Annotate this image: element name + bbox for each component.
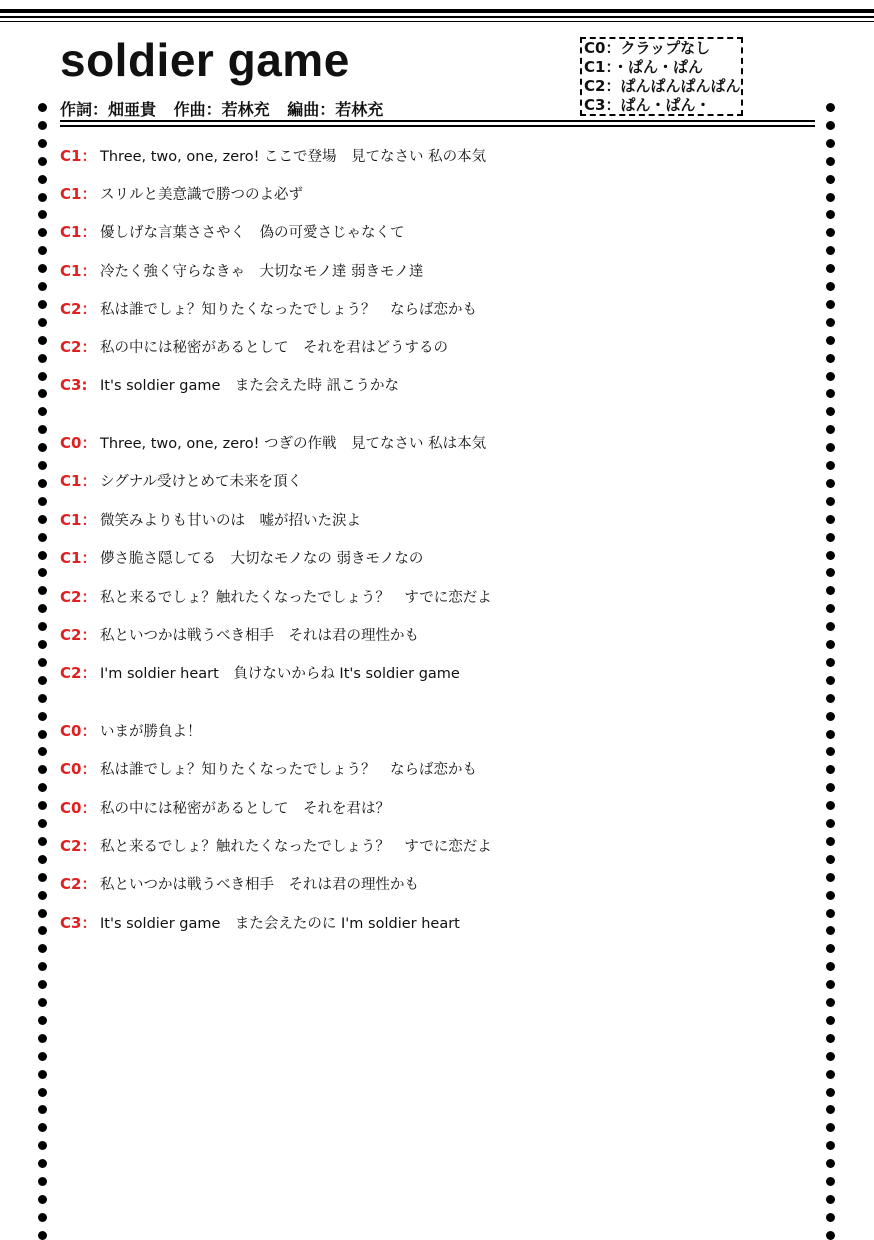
border-dot: [38, 551, 47, 560]
legend-row: C0：クラップなし: [584, 39, 711, 57]
border-dot: [826, 658, 835, 667]
clap-code-tag: C1：: [60, 262, 97, 280]
border-dot: [38, 515, 47, 524]
clap-code-tag: C1：: [60, 549, 97, 567]
border-dot: [38, 658, 47, 667]
clap-code-tag: C2：: [60, 664, 97, 682]
clap-code-tag: C1：: [60, 147, 97, 165]
lyric-line: [60, 624, 419, 646]
border-dot: [38, 1231, 47, 1240]
border-dot: [38, 855, 47, 864]
arranger-credit: 編曲：若林充: [287, 100, 384, 119]
border-dot: [38, 891, 47, 900]
border-dot: [826, 157, 835, 166]
border-dot: [38, 1105, 47, 1114]
lyric-line: [60, 547, 423, 569]
legend-code: C2: [584, 77, 606, 95]
header-rule-bottom: [60, 125, 815, 127]
border-dot: [826, 640, 835, 649]
border-dot: [38, 765, 47, 774]
lyric-text: 微笑みよりも甘いのは 嘘が招いた涙よ: [100, 513, 361, 529]
legend-label: ぱんぱんぱんぱん: [620, 77, 741, 95]
border-dot: [826, 980, 835, 989]
border-dot: [38, 998, 47, 1007]
border-dot: [826, 282, 835, 291]
border-dot: [826, 604, 835, 613]
lyric-line: [60, 432, 486, 454]
border-dot: [826, 622, 835, 631]
border-dot: [38, 694, 47, 703]
border-dot: [826, 139, 835, 148]
song-title: soldier game: [60, 34, 350, 86]
lyric-line: [60, 662, 460, 684]
legend-label: クラップなし: [620, 39, 711, 57]
lyric-line: [60, 145, 486, 167]
clap-code-tag: C0：: [60, 434, 97, 452]
border-dot: [38, 389, 47, 398]
header-rule-top: [60, 120, 815, 122]
border-dot: [38, 533, 47, 542]
lyric-text: Three, two, one, zero! つぎの作戦 見てなさい 私は本気: [100, 436, 487, 452]
border-dot: [38, 1034, 47, 1043]
border-dot: [826, 1088, 835, 1097]
border-dot: [826, 855, 835, 864]
border-dot: [38, 1141, 47, 1150]
border-dot: [38, 909, 47, 918]
clap-code-tag: C2：: [60, 837, 97, 855]
legend-label: ・ぱん・ぱん: [612, 58, 703, 76]
border-dot: [826, 407, 835, 416]
clap-code-tag: C2：: [60, 626, 97, 644]
clap-code-tag: C2：: [60, 300, 97, 318]
clap-code-tag: C0：: [60, 799, 97, 817]
border-dot: [38, 228, 47, 237]
lyric-line: [60, 374, 399, 396]
lyric-text: 私の中には秘密があるとして それを君はどうするの: [100, 340, 448, 356]
border-dot: [826, 1213, 835, 1222]
lyric-text: スリルと美意識で勝つのよ必ず: [100, 187, 303, 203]
border-dot: [38, 926, 47, 935]
border-dot: [38, 1159, 47, 1168]
lyric-text: 私と来るでしょ？触れたくなったでしょう？ すでに恋だよ: [100, 839, 492, 855]
border-dot: [826, 228, 835, 237]
border-dot: [826, 551, 835, 560]
lyric-line: [60, 221, 405, 243]
lyric-line: [60, 758, 477, 780]
lyric-line: [60, 470, 302, 492]
clap-code-tag: C1：: [60, 472, 97, 490]
clap-code-tag: C1：: [60, 185, 97, 203]
border-dot: [38, 980, 47, 989]
lyric-text: いまが勝負よ！: [100, 724, 202, 740]
border-dot: [826, 747, 835, 756]
border-dot: [38, 747, 47, 756]
border-dot: [38, 497, 47, 506]
lyric-text: 私の中には秘密があるとして それを君は？: [100, 801, 390, 817]
border-dot: [826, 318, 835, 327]
border-dot: [826, 783, 835, 792]
border-dot: [38, 246, 47, 255]
lyric-text: 私といつかは戦うべき相手 それは君の理性かも: [100, 628, 419, 644]
border-dot: [826, 1034, 835, 1043]
composer-credit: 作曲：若林充: [173, 100, 270, 119]
lyric-line: [60, 298, 477, 320]
border-dot: [826, 246, 835, 255]
border-dot: [826, 1105, 835, 1114]
lyric-line: [60, 835, 492, 857]
clap-legend-box: [580, 37, 743, 116]
border-dot: [38, 1213, 47, 1222]
border-dot: [38, 300, 47, 309]
border-dot: [826, 336, 835, 345]
lyric-line: [60, 873, 419, 895]
border-dot: [826, 264, 835, 273]
lyric-text: It's soldier game また会えた時 訊こうかな: [100, 378, 400, 394]
border-dot: [38, 1123, 47, 1132]
lyric-text: 私といつかは戦うべき相手 それは君の理性かも: [100, 877, 419, 893]
clap-code-tag: C0：: [60, 760, 97, 778]
lyric-line: [60, 260, 423, 282]
lyric-text: Three, two, one, zero! ここで登場 見てなさい 私の本気: [100, 149, 487, 165]
border-dot: [38, 783, 47, 792]
border-dot: [38, 622, 47, 631]
border-dot: [826, 891, 835, 900]
lyric-text: 私と来るでしょ？触れたくなったでしょう？ すでに恋だよ: [100, 590, 492, 606]
border-dot: [38, 1088, 47, 1097]
border-dot: [826, 515, 835, 524]
border-dot: [38, 354, 47, 363]
lyric-line: [60, 720, 202, 742]
border-dot: [38, 568, 47, 577]
border-dot: [38, 1016, 47, 1025]
border-dot: [826, 801, 835, 810]
clap-code-tag: C1：: [60, 511, 97, 529]
border-dot: [38, 407, 47, 416]
border-dot: [826, 676, 835, 685]
border-dot: [38, 586, 47, 595]
border-dot: [826, 1070, 835, 1079]
border-dot: [38, 336, 47, 345]
border-dot: [38, 730, 47, 739]
border-dot: [38, 962, 47, 971]
border-dot: [826, 909, 835, 918]
border-dot: [38, 210, 47, 219]
border-dot: [38, 372, 47, 381]
credits: [60, 97, 395, 120]
clap-code-tag: C2：: [60, 588, 97, 606]
border-dot: [826, 712, 835, 721]
clap-code-tag: C1：: [60, 223, 97, 241]
border-dot: [38, 1177, 47, 1186]
border-dot: [826, 926, 835, 935]
lyric-text: 冷たく強く守らなきゃ 大切なモノ達 弱きモノ達: [100, 264, 424, 280]
border-dot: [826, 354, 835, 363]
border-dot: [826, 962, 835, 971]
border-dot: [38, 1052, 47, 1061]
clap-code-tag: C2：: [60, 875, 97, 893]
border-dot: [826, 998, 835, 1007]
border-dot: [38, 479, 47, 488]
border-dot: [826, 944, 835, 953]
border-dot: [38, 676, 47, 685]
border-dot: [826, 479, 835, 488]
legend-row: C3：ぱん・ぱん・: [584, 96, 711, 114]
border-dot: [38, 640, 47, 649]
clap-code-tag: C0：: [60, 722, 97, 740]
clap-code-tag: C3:: [60, 376, 88, 394]
border-dot: [826, 1195, 835, 1204]
border-dot: [826, 1123, 835, 1132]
border-dot: [38, 193, 47, 202]
top-rule-2: [0, 16, 874, 18]
top-rule-1: [0, 9, 874, 13]
border-dot: [826, 443, 835, 452]
border-dot: [38, 139, 47, 148]
lyric-text: It's soldier game また会えたのに I'm soldier heart: [100, 916, 460, 932]
border-dot: [38, 604, 47, 613]
border-dot: [38, 944, 47, 953]
border-dot: [38, 712, 47, 721]
legend-label: ぱん・ぱん・: [620, 96, 711, 114]
border-dot: [38, 157, 47, 166]
border-dot: [38, 819, 47, 828]
lyric-text: 儚さ脆さ隠してる 大切なモノなの 弱きモノなの: [100, 551, 424, 567]
border-dot: [826, 837, 835, 846]
lyric-text: シグナル受けとめて未来を頂く: [100, 474, 302, 490]
border-dot: [826, 819, 835, 828]
lyric-line: [60, 586, 492, 608]
lyric-line: [60, 797, 390, 819]
border-dot: [826, 694, 835, 703]
border-dot: [826, 1016, 835, 1025]
legend-row: C2：ぱんぱんぱんぱん: [584, 77, 741, 95]
border-dot: [826, 497, 835, 506]
border-dot: [38, 425, 47, 434]
lyric-line: [60, 336, 448, 358]
border-dot: [826, 389, 835, 398]
border-dot: [826, 1177, 835, 1186]
border-dot: [826, 210, 835, 219]
lyric-line: [60, 509, 361, 531]
border-dot: [38, 318, 47, 327]
lyricist-credit: 作詞：畑亜貴: [60, 100, 157, 119]
border-dot: [826, 765, 835, 774]
clap-code-tag: C2：: [60, 338, 97, 356]
legend-code: C1: [584, 58, 606, 76]
lyric-text: 優しげな言葉ささやく 偽の可愛さじゃなくて: [100, 225, 405, 241]
border-dot: [38, 801, 47, 810]
border-dot: [826, 1141, 835, 1150]
border-dot: [38, 1070, 47, 1079]
border-dot: [38, 837, 47, 846]
border-dot: [826, 586, 835, 595]
border-dot: [38, 282, 47, 291]
border-dot: [38, 121, 47, 130]
lyric-line: [60, 183, 303, 205]
border-dot: [38, 175, 47, 184]
lyric-text: 私は誰でしょ？知りたくなったでしょう？ ならば恋かも: [100, 762, 477, 778]
lyric-line: [60, 912, 460, 934]
border-dot: [826, 461, 835, 470]
border-dot: [38, 103, 47, 112]
border-dot: [826, 103, 835, 112]
border-dot: [826, 300, 835, 309]
border-dot: [38, 443, 47, 452]
border-dot: [38, 873, 47, 882]
border-dot: [38, 461, 47, 470]
border-dot: [826, 1159, 835, 1168]
lyric-text: I'm soldier heart 負けないからね It's soldier game: [100, 666, 460, 682]
border-dot: [38, 1195, 47, 1204]
legend-code: C3: [584, 96, 606, 114]
border-dot: [826, 1231, 835, 1240]
border-dot: [826, 1052, 835, 1061]
clap-code-tag: C3：: [60, 914, 97, 932]
border-dot: [38, 264, 47, 273]
border-dot: [826, 121, 835, 130]
lyric-text: 私は誰でしょ？知りたくなったでしょう？ ならば恋かも: [100, 302, 477, 318]
border-dot: [826, 175, 835, 184]
top-rule-3: [0, 21, 874, 22]
border-dot: [826, 425, 835, 434]
border-dot: [826, 730, 835, 739]
legend-code: C0: [584, 39, 606, 57]
border-dot: [826, 873, 835, 882]
border-dot: [826, 568, 835, 577]
legend-row: C1：・ぱん・ぱん: [584, 58, 703, 76]
border-dot: [826, 372, 835, 381]
border-dot: [826, 533, 835, 542]
border-dot: [826, 193, 835, 202]
